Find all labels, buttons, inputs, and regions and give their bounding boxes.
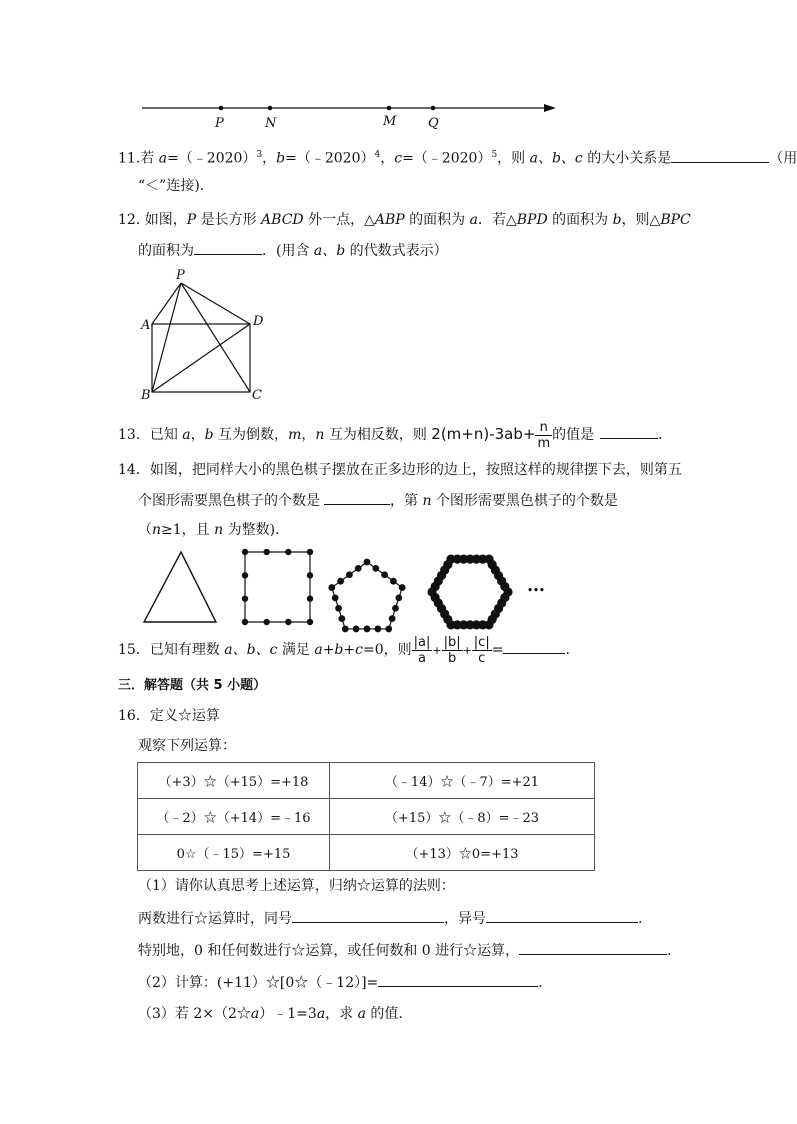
number-line-arrow xyxy=(544,104,556,112)
chess-stone xyxy=(364,626,371,633)
chess-stone xyxy=(307,549,313,555)
q15-answer-blank[interactable] xyxy=(503,639,565,654)
point-n xyxy=(268,106,273,111)
q11-line1: 11.若 a=（﹣2020）$^3$，b=（﹣2020）$^4$，c=（﹣2020）$^5$，则 a、b、c 的大小关系是 （用 xyxy=(118,145,797,169)
chess-stone xyxy=(263,619,269,625)
chess-stone xyxy=(263,549,269,555)
chess-stone xyxy=(395,595,402,602)
chess-stone xyxy=(399,584,406,591)
fig-label-b: B xyxy=(141,388,151,403)
q16-part1-zero: 特别地，0 和任何数进行☆运算，或任何数和 0 进行☆运算， . xyxy=(138,940,672,961)
q14-line2: 个图形需要黑色棋子的个数是 ，第 n 个图形需要黑色棋子的个数是 xyxy=(138,490,618,511)
opposite-sign-blank[interactable] xyxy=(486,908,638,923)
point-m xyxy=(387,106,392,111)
chess-stone xyxy=(307,572,313,578)
chess-stone xyxy=(338,615,345,622)
chess-stone xyxy=(389,615,396,622)
q14-polygon-figures xyxy=(130,540,570,635)
fig-label-d: D xyxy=(253,314,264,329)
q12-line1: 12. 如图，P 是长方形 ABCD 外一点，△ABP 的面积为 a．若△BPD 的面积为 b，则△BPC xyxy=(118,212,691,228)
segment-pd xyxy=(181,283,250,324)
table-cell: （+15）☆（﹣8）=﹣23 xyxy=(330,799,595,835)
section-3-heading: 三．解答题（共 5 小题） xyxy=(118,678,267,693)
chess-stone xyxy=(285,619,291,625)
q11-line2: “＜”连接). xyxy=(138,178,205,194)
chess-stone xyxy=(242,595,248,601)
label-n: N xyxy=(265,116,277,131)
chess-stone xyxy=(328,584,335,591)
table-cell: （+13）☆0=+13 xyxy=(330,835,595,871)
q15-fraction-a: $\frac{|a|}{a}$ xyxy=(413,634,431,666)
table-cell: 0☆（﹣15）=+15 xyxy=(138,835,330,871)
hexagon-figure xyxy=(427,554,512,629)
point-p xyxy=(219,106,224,111)
q15-line: 15．已知有理数 a、b、c 满足 a+b+c=0，则 $\frac{|a|}{a}$ + $\frac{|b|}{b}$ + $\frac{|c|}{c}$ = . xyxy=(118,634,570,666)
triangle-outline xyxy=(144,552,216,622)
triangle-figure xyxy=(144,552,216,622)
table-row xyxy=(138,763,595,799)
segment-bd xyxy=(152,324,250,392)
q16-part2-blank[interactable] xyxy=(378,972,538,987)
square-figure-outline xyxy=(245,552,310,622)
q12-answer-blank[interactable] xyxy=(194,240,262,255)
point-q xyxy=(431,106,436,111)
q15-fraction-b: $\frac{|b|}{b}$ xyxy=(443,634,461,666)
q12-rectangle-figure xyxy=(135,265,275,405)
q13-fraction: $\frac{n}{m}$ xyxy=(537,419,551,451)
label-q: Q xyxy=(428,116,439,131)
chess-stone xyxy=(335,605,342,612)
q15-fraction-c: $\frac{|c|}{c}$ xyxy=(473,634,490,666)
q12-line2: 的面积为 ．(用含 a、b 的代数式表示） xyxy=(138,240,448,261)
chess-stone xyxy=(307,619,313,625)
table-cell: （﹣14）☆（﹣7）=+21 xyxy=(330,763,595,799)
q14-answer-blank-1[interactable] xyxy=(324,490,390,505)
chess-stone xyxy=(285,549,291,555)
table-row xyxy=(138,799,595,835)
chess-stone xyxy=(355,565,362,572)
q13-answer-blank[interactable] xyxy=(600,424,658,439)
q16-part1-rule: 两数进行☆运算时，同号 ，异号 . xyxy=(138,908,642,929)
ellipsis: … xyxy=(527,575,545,596)
zero-rule-blank[interactable] xyxy=(519,940,667,955)
chess-stone xyxy=(372,565,379,572)
q16-operations-table xyxy=(137,762,595,871)
q14-line1: 14．如图，把同样大小的黑色棋子摆放在正多边形的边上，按照这样的规律摆下去，则第五 xyxy=(118,462,682,478)
label-p: P xyxy=(215,116,224,131)
segment-pa xyxy=(152,283,181,324)
chess-stone xyxy=(346,571,353,578)
table-cell: （﹣2）☆（+14）=﹣16 xyxy=(138,799,330,835)
number-line xyxy=(0,0,794,140)
chess-stone xyxy=(381,571,388,578)
chess-stone xyxy=(242,619,248,625)
chess-stone xyxy=(332,595,339,602)
label-m: M xyxy=(383,114,397,129)
chess-stone xyxy=(242,549,248,555)
segment-pb xyxy=(152,283,181,392)
chess-stone xyxy=(337,578,344,585)
fig-label-p: P xyxy=(176,268,185,283)
same-sign-blank[interactable] xyxy=(292,908,444,923)
chess-stone xyxy=(307,595,313,601)
fig-label-c: C xyxy=(252,388,262,403)
q16-part1: （1）请你认真思考上述运算，归纳☆运算的法则： xyxy=(138,878,455,894)
q14-line3: （n≥1，且 n 为整数)． xyxy=(138,522,290,538)
q16-title: 16．定义☆运算 xyxy=(118,708,220,724)
q16-part2: （2）计算：(+11）☆[0☆（﹣12）]= . xyxy=(138,972,543,993)
square-figure xyxy=(242,549,313,625)
q11-answer-blank[interactable] xyxy=(671,148,769,163)
chess-stone xyxy=(242,572,248,578)
chess-stone xyxy=(385,626,392,633)
chess-stone xyxy=(392,605,399,612)
chess-stone xyxy=(390,578,397,585)
fig-label-a: A xyxy=(141,318,151,333)
chess-stone xyxy=(374,626,381,633)
table-row xyxy=(138,835,595,871)
table-cell: （+3）☆（+15）=+18 xyxy=(138,763,330,799)
q16-observe: 观察下列运算： xyxy=(138,738,236,754)
chess-stone xyxy=(364,559,371,566)
pentagon-figure xyxy=(328,559,405,633)
chess-stone xyxy=(353,626,360,633)
segment-pc xyxy=(181,283,250,392)
chess-stone xyxy=(342,626,349,633)
chess-stone xyxy=(431,593,440,602)
q16-part3: （3）若 2×（2☆a）﹣1=3a，求 a 的值. xyxy=(138,1006,403,1022)
q13-line: 13．已知 a，b 互为倒数，m，n 互为相反数，则 2(m+n)-3ab+ $\frac{n}{m}$ 的值是 . xyxy=(118,419,663,451)
